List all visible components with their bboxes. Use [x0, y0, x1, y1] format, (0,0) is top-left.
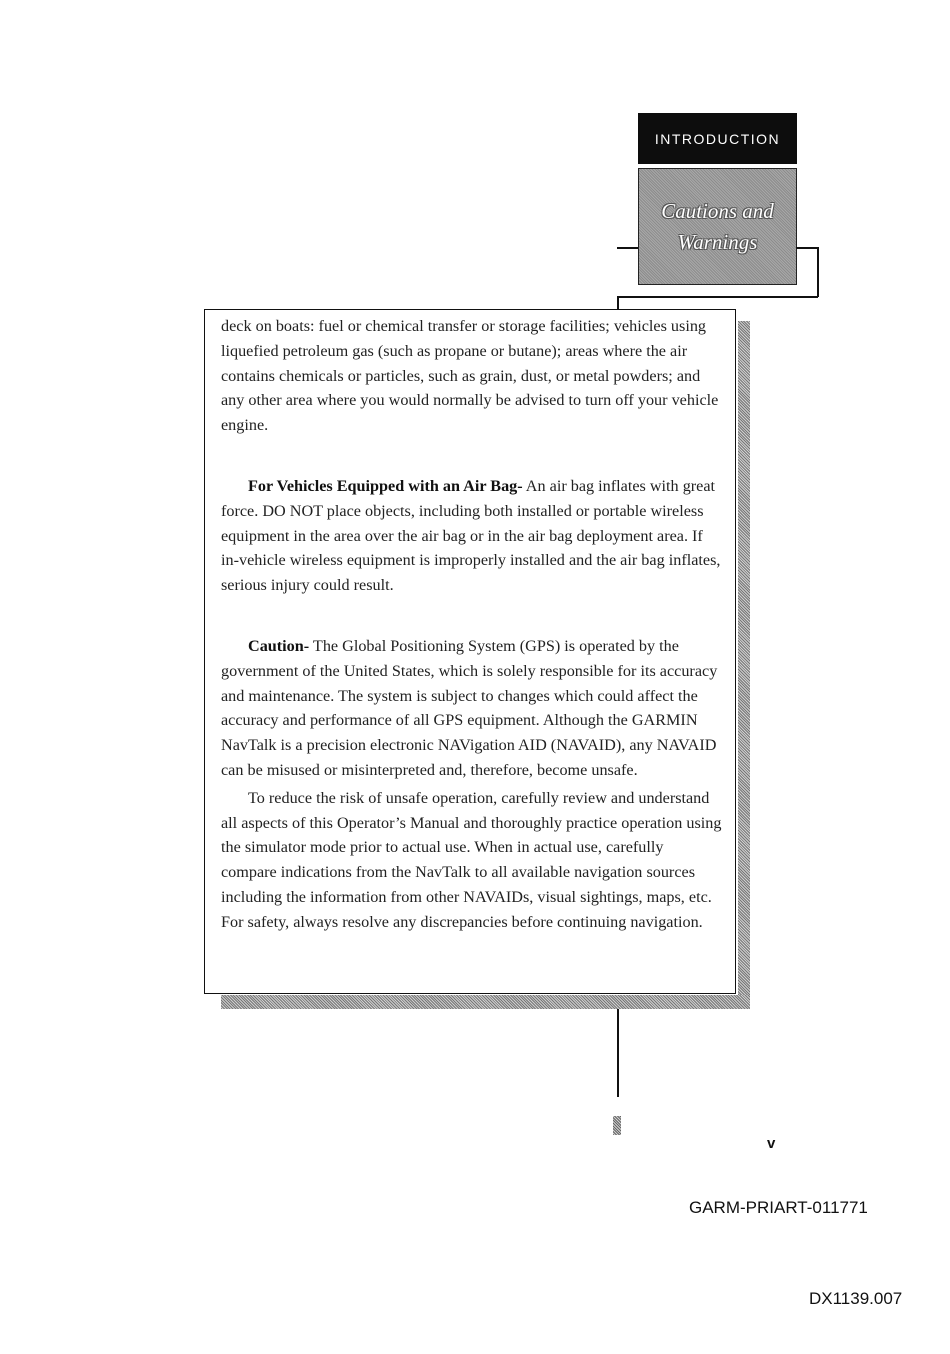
- bates-number: GARM-PRIART-011771: [689, 1198, 868, 1217]
- body-text: [221, 314, 723, 935]
- page-rule-vertical: [617, 1009, 619, 1097]
- content-box: [204, 309, 736, 994]
- section-tab: INTRODUCTION: [638, 113, 797, 164]
- paragraph-caution: [221, 634, 723, 783]
- box-shadow-right: [738, 321, 750, 1009]
- connector-bottom: [617, 296, 818, 298]
- connector-right-top: [796, 247, 818, 249]
- caution-body: The Global Positioning System (GPS) is operated by the government of the United States, which is solely responsible for its accuracy and maintenance. The system is subject to changes which could affect the accuracy and performance of all GPS equipment. Although the GARMIN NavTalk is a precision electronic NAVigation AID (NAVAID), any NAVAID can be misused or misinterpreted and, therefore, become unsafe.: [221, 636, 718, 779]
- exhibit-number: DX1139.007: [809, 1289, 903, 1308]
- air-bag-body: An air bag inflates with great force. DO NOT place objects, including both installed or portable wireless equipment in the area over the air bag or in the air bag deployment area. If in-vehicle wireless equipment is improperly installed and the air bag inflates, serious injury could result.: [221, 476, 721, 595]
- paragraph-reduce-risk: To reduce the risk of unsafe operation, carefully review and understand all aspects of this Operator’s Manual and thoroughly practice operation using the simulator mode prior to actual use. When in actual use, carefully compare indications from the NavTalk to all available navigation sources including the information from other NAVAIDs, visual sightings, maps, etc. For safety, always resolve any discrepancies before continuing navigation.: [221, 788, 722, 931]
- page-marker: [613, 1116, 621, 1135]
- paragraph-air-bag: [221, 474, 723, 598]
- air-bag-heading: For Vehicles Equipped with an Air Bag-: [248, 476, 523, 495]
- paragraph-hazard-areas: deck on boats: fuel or chemical transfer or storage facilities; vehicles using liquefied petroleum gas (such as propane or butane); areas where the air contains chemicals or particles, such as grain, dust, or metal powders; and any other area where you would normally be advised to turn off your vehicle engine.: [221, 317, 719, 435]
- subsection-title: Cautions and Warnings: [661, 198, 774, 254]
- subsection-tab: [638, 168, 797, 285]
- caution-heading: Caution-: [248, 636, 310, 655]
- connector-down: [617, 296, 619, 309]
- box-shadow-bottom: [221, 995, 750, 1009]
- connector-left: [617, 247, 638, 249]
- connector-right-vertical: [817, 247, 819, 297]
- page-number: v: [767, 1135, 776, 1152]
